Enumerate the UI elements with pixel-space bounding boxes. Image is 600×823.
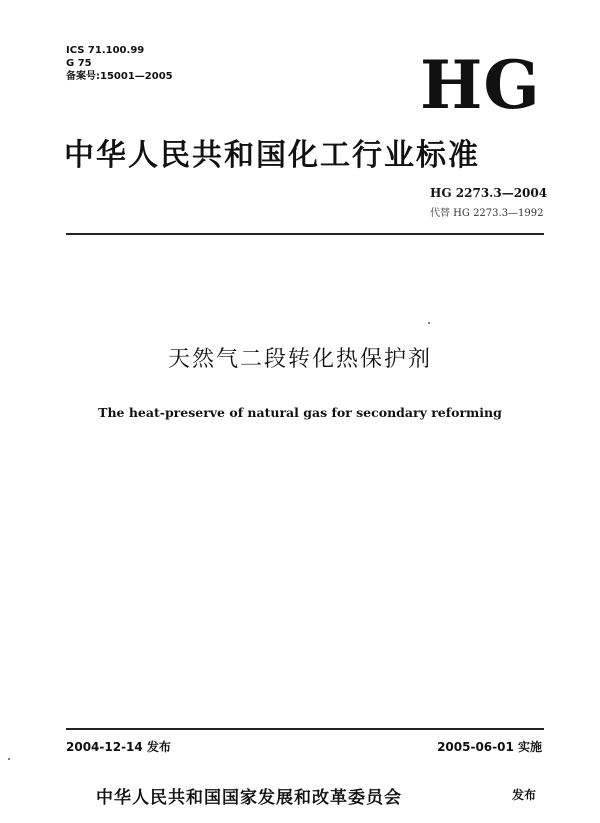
issue-date: 2004-12-14 发布 [66,740,171,754]
document-title-english: The heat-preserve of natural gas for secondary reforming [98,405,502,420]
ccs-code: G 75 [66,58,92,69]
replaces-standard: 代替 HG 2273.3—1992 [430,208,544,219]
document-title: 天然气二段转化热保护剂 [167,347,432,372]
publisher-suffix: 发布 [512,788,537,802]
effective-date: 2005-06-01 实施 [437,740,542,754]
scan-speck [428,322,430,324]
scan-speck [8,758,10,760]
filing-number: 备案号:15001—2005 [66,71,173,82]
hg-logo: HG [420,46,541,124]
standard-category-title: 中华人民共和国化工行业标准 [64,138,480,173]
bottom-divider [66,728,544,730]
standard-code: HG 2273.3—2004 [430,186,548,200]
publisher-name: 中华人民共和国国家发展和改革委员会 [96,788,402,808]
ics-code: ICS 71.100.99 [66,45,145,56]
top-divider [66,233,544,235]
